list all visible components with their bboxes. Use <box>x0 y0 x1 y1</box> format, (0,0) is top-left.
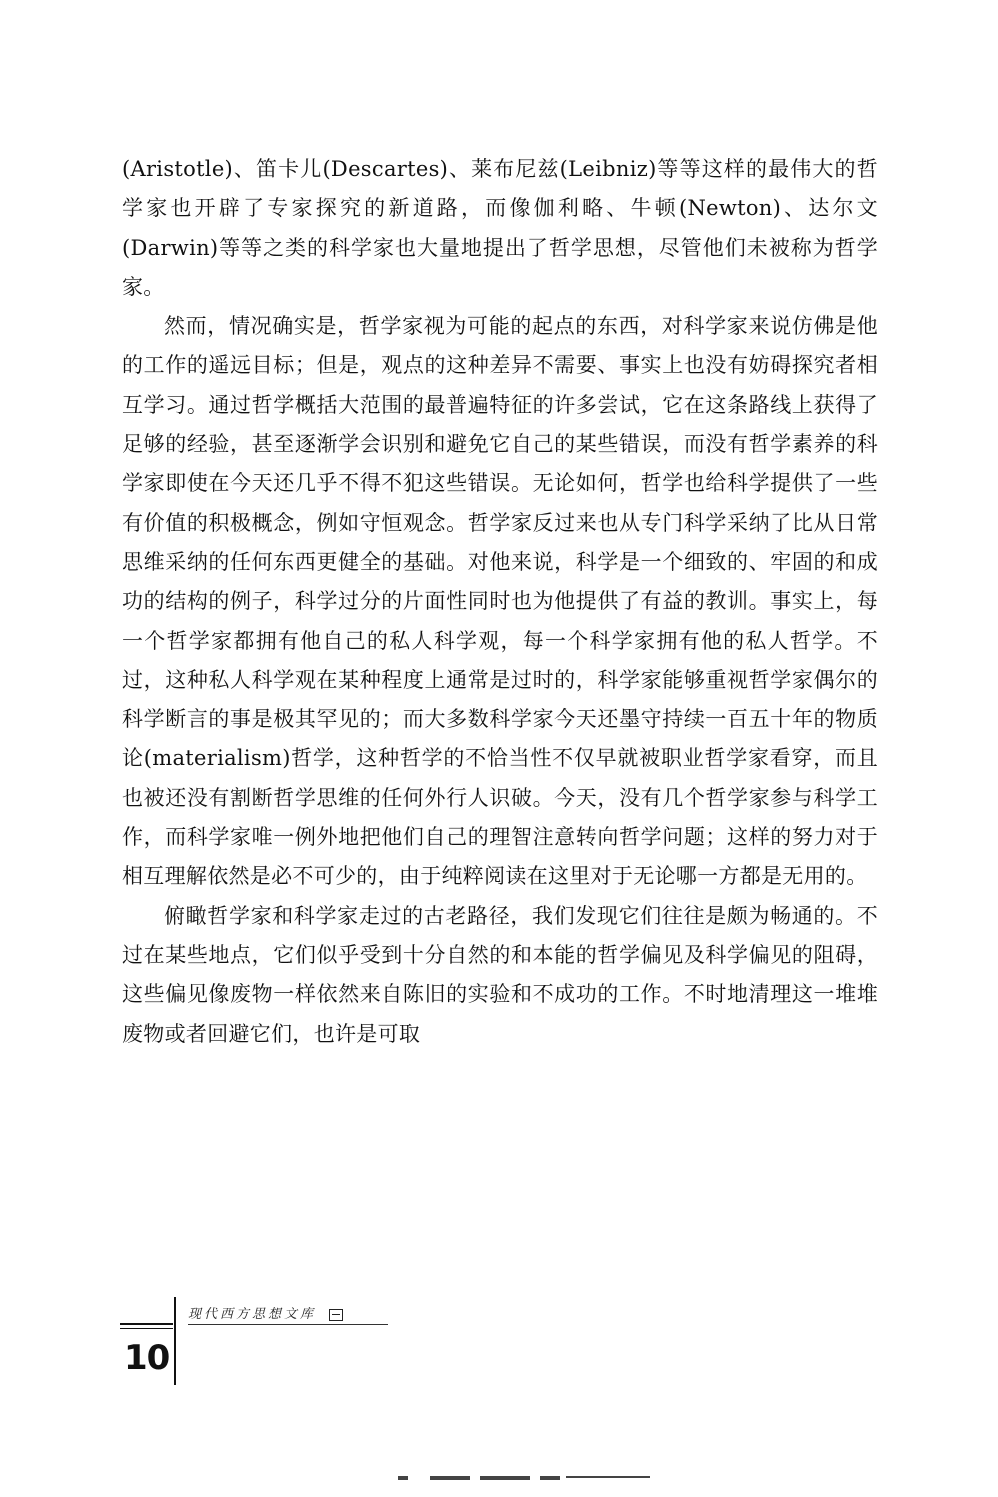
footer-vertical-rule <box>174 1297 176 1385</box>
footer-horizontal-rule <box>120 1323 173 1325</box>
paragraph-3: 俯瞰哲学家和科学家走过的古老路径，我们发现它们往往是颇为畅通的。不过在某些地点，它们似乎受到十分自然的和本能的哲学偏见及科学偏见的阻碍，这些偏见像废物一样依然来自陈旧的实验和不成功的工作。不时地清理这一堆堆废物或者回避它们，也许是可取 <box>122 903 878 1046</box>
page-number: 10 <box>124 1338 170 1378</box>
paragraph-1: (Aristotle)、笛卡儿(Descartes)、莱布尼兹(Leibniz)等等这样的最伟大的哲学家也开辟了专家探究的新道路，而像伽利略、牛顿(Newton)、达尔文(Darwin)等等之类的科学家也大量地提出了哲学思想，尽管他们未被称为哲学家。 <box>122 157 878 299</box>
scan-artifact <box>480 1476 530 1480</box>
scan-artifact <box>540 1476 560 1480</box>
scan-artifact <box>398 1476 408 1480</box>
scan-artifact <box>430 1476 470 1480</box>
body-text <box>122 150 878 1054</box>
footer-horizontal-rule-thin <box>120 1328 173 1329</box>
series-title-text: 现代西方思想文库 <box>188 1307 317 1322</box>
series-logo-icon <box>329 1309 343 1321</box>
scan-artifact <box>566 1476 650 1478</box>
paragraph-2: 然而，情况确实是，哲学家视为可能的起点的东西，对科学家来说仿佛是他的工作的遥远目标；但是，观点的这种差异不需要、事实上也没有妨碍探究者相互学习。通过哲学概括大范围的最普遍特征的许多尝试，它在这条路线上获得了足够的经验，甚至逐渐学会识别和避免它自己的某些错误，而没有哲学素养的科学家即使在今天还几乎不得不犯这些错误。无论如何，哲学也给科学提供了一些有价值的积极概念，例如守恒观念。哲学家反过来也从专门科学采纳了比从日常思维采纳的任何东西更健全的基础。对他来说，科学是一个细致的、牢固的和成功的结构的例子，科学过分的片面性同时也为他提供了有益的教训。事实上，每一个哲学家都拥有他自己的私人科学观，每一个科学家拥有他的私人哲学。不过，这种私人科学观在某种程度上通常是过时的，科学家能够重视哲学家偶尔的科学断言的事是极其罕见的；而大多数科学家今天还墨守持续一百五十年的物质论(materialism)哲学，这种哲学的不恰当性不仅早就被职业哲学家看穿，而且也被还没有割断哲学思维的任何外行人识破。今天，没有几个哲学家参与科学工作，而科学家唯一例外地把他们自己的理智注意转向哲学问题；这样的努力对于相互理解依然是必不可少的，由于纯粹阅读在这里对于无论哪一方都是无用的。 <box>122 314 878 889</box>
series-title <box>188 1303 388 1325</box>
